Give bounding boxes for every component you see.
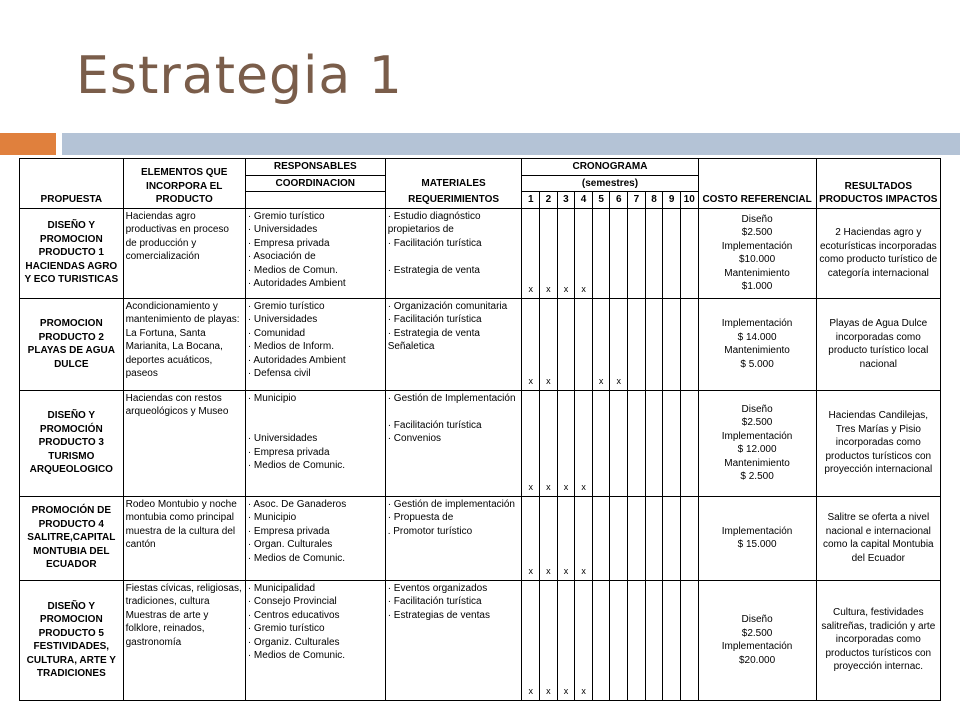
schedule-mark: x — [522, 580, 540, 700]
schedule-mark: x — [540, 580, 558, 700]
slide-title: Estrategia 1 — [76, 46, 403, 106]
material-item: · Convenios — [387, 433, 442, 444]
schedule-mark — [680, 390, 698, 496]
responsable-item: · Centros educativos — [247, 609, 340, 621]
responsable-item: · Universidades — [247, 314, 318, 325]
table-row — [20, 390, 941, 496]
cell-costo — [698, 496, 816, 580]
cell-materiales — [385, 298, 522, 390]
cost-line: $ 15.000 — [737, 539, 777, 550]
schedule-mark — [645, 496, 663, 580]
header-coordinacion: COORDINACION — [245, 175, 385, 192]
schedule-mark — [680, 298, 698, 390]
responsable-item: · Medios de Inform. — [247, 341, 334, 352]
table-row — [20, 496, 941, 580]
strategy-table — [19, 158, 941, 701]
schedule-mark — [610, 496, 628, 580]
cell-materiales — [385, 580, 522, 700]
schedule-mark — [610, 580, 628, 700]
accent-bar-gray — [62, 133, 960, 155]
table-row — [20, 208, 941, 298]
cell-resultados: Salitre se oferta a nivel nacional e internacional como la capital Montubia del Ecuador — [816, 496, 940, 580]
semester-5: 5 — [592, 192, 610, 209]
cost-line: Implementación — [721, 430, 793, 442]
schedule-mark: x — [540, 208, 558, 298]
material-item: · Estudio diagnóstico propietarios de — [387, 210, 481, 235]
schedule-mark — [575, 298, 593, 390]
material-item: · Gestión de Implementación — [387, 392, 516, 404]
schedule-mark — [628, 496, 646, 580]
responsable-item — [248, 405, 383, 419]
schedule-mark — [663, 208, 681, 298]
semester-1: 1 — [522, 192, 540, 209]
responsable-item: · Comunidad — [247, 327, 306, 339]
schedule-mark — [610, 208, 628, 298]
cost-line: Mantenimiento — [724, 345, 790, 356]
schedule-mark — [645, 298, 663, 390]
material-item: · Estrategia de venta — [387, 264, 480, 276]
cell-materiales — [385, 496, 522, 580]
cost-line: Implementación — [721, 240, 793, 252]
cell-propuesta: PROMOCIÓN DE PRODUCTO 4 SALITRE,CAPITAL MONTUBIA DEL ECUADOR — [20, 496, 124, 580]
schedule-mark — [628, 298, 646, 390]
cell-materiales — [385, 390, 522, 496]
cell-resultados: Playas de Agua Dulce incorporadas como producto turístico local nacional — [816, 298, 940, 390]
responsable-item: · Universidades — [247, 224, 318, 235]
material-item: · Facilitación turística — [387, 419, 482, 431]
cost-line: $ 5.000 — [740, 358, 774, 370]
cost-line: $2.500 — [741, 627, 773, 639]
schedule-mark: x — [522, 390, 540, 496]
schedule-mark — [628, 208, 646, 298]
responsable-item: · Gremio turístico — [247, 300, 325, 312]
schedule-mark — [592, 208, 610, 298]
responsable-item: · Consejo Provincial — [247, 596, 337, 607]
cell-propuesta: PROMOCION PRODUCTO 2 PLAYAS DE AGUA DULCE — [20, 298, 124, 390]
schedule-mark — [663, 298, 681, 390]
responsable-item: · Medios de Comun. — [247, 264, 338, 276]
responsable-item: · Universidades — [247, 433, 318, 444]
cost-line: Diseño — [741, 213, 773, 225]
schedule-mark — [663, 390, 681, 496]
semester-6: 6 — [610, 192, 628, 209]
schedule-mark — [645, 580, 663, 700]
cell-responsables — [245, 580, 385, 700]
cell-resultados: Cultura, festividades salitreñas, tradición y arte incorporadas como productos turísticos con proyección internac. — [816, 580, 940, 700]
schedule-mark: x — [575, 496, 593, 580]
cell-resultados: Haciendas Candilejas, Tres Marías y Pisio incorporadas como productos turísticos con proyección internacional — [816, 390, 940, 496]
schedule-mark: x — [522, 298, 540, 390]
material-item: . Promotor turístico — [387, 525, 473, 537]
cell-elementos: Haciendas con restos arqueológicos y Museo — [123, 390, 245, 496]
header-cronograma: CRONOGRAMA — [522, 159, 698, 176]
cost-line: Mantenimiento — [724, 267, 790, 279]
material-item: · Estrategias de ventas — [387, 609, 490, 621]
cost-line: $ 14.000 — [737, 331, 777, 343]
schedule-mark — [610, 390, 628, 496]
schedule-mark — [645, 208, 663, 298]
responsable-item: · Gremio turístico — [247, 623, 325, 634]
cell-resultados: 2 Haciendas agro y ecoturísticas incorporadas como producto turístico de categoría internacional — [816, 208, 940, 298]
schedule-mark: x — [575, 390, 593, 496]
schedule-mark: x — [592, 298, 610, 390]
responsable-item: · Empresa privada — [247, 525, 330, 537]
schedule-mark — [592, 580, 610, 700]
schedule-mark — [663, 580, 681, 700]
schedule-mark: x — [557, 208, 575, 298]
cost-line: Diseño — [741, 614, 773, 625]
material-item: · Gestión de implementación — [387, 498, 515, 510]
cell-costo — [698, 208, 816, 298]
cell-elementos: Acondicionamiento y mantenimiento de playas: La Fortuna, Santa Marianita, La Bocana, deportes acuáticos, paseos — [123, 298, 245, 390]
material-item — [388, 250, 520, 264]
responsable-item: · Asoc. De Ganaderos — [247, 498, 347, 510]
semester-10: 10 — [680, 192, 698, 209]
header-costo: COSTO REFERENCIAL — [698, 192, 816, 209]
schedule-mark: x — [557, 580, 575, 700]
schedule-mark: x — [557, 496, 575, 580]
schedule-mark: x — [610, 298, 628, 390]
cost-line: Diseño — [741, 403, 773, 415]
header-resultados: RESULTADOS PRODUCTOS IMPACTOS — [816, 159, 940, 209]
material-item: · Facilitación turística — [387, 596, 482, 607]
material-item: · Facilitación turística — [387, 237, 482, 249]
material-item: · Eventos organizados — [387, 582, 488, 594]
semester-3: 3 — [557, 192, 575, 209]
cell-elementos: Rodeo Montubio y noche montubia como principal muestra de la cultura del cantón — [123, 496, 245, 580]
schedule-mark — [680, 580, 698, 700]
cost-line: $2.500 — [741, 417, 773, 428]
cell-responsables — [245, 496, 385, 580]
semester-8: 8 — [645, 192, 663, 209]
responsable-item: · Municipio — [247, 512, 297, 523]
responsable-item: · Empresa privada — [247, 237, 330, 249]
schedule-mark — [592, 496, 610, 580]
schedule-mark: x — [540, 390, 558, 496]
schedule-mark: x — [575, 580, 593, 700]
material-item: · Organización comunitaria — [387, 300, 508, 312]
cost-line: Implementación — [721, 318, 793, 329]
responsable-item: · Autoridades Ambient — [247, 278, 346, 289]
cost-line: Implementación — [721, 641, 793, 652]
cost-line: $1.000 — [741, 281, 773, 292]
cost-line: $ 2.500 — [740, 471, 774, 482]
material-item: · Propuesta de — [387, 512, 454, 523]
table-row — [20, 580, 941, 700]
cost-line: Mantenimiento — [724, 457, 790, 469]
table-row — [20, 298, 941, 390]
cell-costo — [698, 390, 816, 496]
schedule-mark: x — [522, 208, 540, 298]
header-requerimientos: REQUERIMIENTOS — [385, 192, 522, 209]
cell-responsables — [245, 208, 385, 298]
header-responsables: RESPONSABLES — [245, 159, 385, 176]
cost-line: Implementación — [721, 525, 793, 537]
schedule-mark: x — [540, 298, 558, 390]
cell-elementos: Haciendas agro productivas en proceso de producción y comercialización — [123, 208, 245, 298]
schedule-mark: x — [540, 496, 558, 580]
cell-propuesta: DISEÑO Y PROMOCION PRODUCTO 1 HACIENDAS AGRO Y ECO TURISTICAS — [20, 208, 124, 298]
schedule-mark — [628, 390, 646, 496]
header-elementos: ELEMENTOS QUE INCORPORA EL PRODUCTO — [123, 159, 245, 209]
cost-line: $20.000 — [739, 654, 776, 666]
responsable-item: · Medios de Comunic. — [247, 650, 346, 661]
schedule-mark — [557, 298, 575, 390]
cell-propuesta: DISEÑO Y PROMOCIÓN PRODUCTO 3 TURISMO ARQUEOLOGICO — [20, 390, 124, 496]
responsable-item: · Autoridades Ambient — [247, 354, 346, 366]
cell-costo — [698, 298, 816, 390]
semester-4: 4 — [575, 192, 593, 209]
cost-line: $2.500 — [741, 227, 773, 238]
material-item: · Estrategia de venta Señaletica — [387, 327, 480, 352]
cell-propuesta: DISEÑO Y PROMOCION PRODUCTO 5 FESTIVIDADES, CULTURA, ARTE Y TRADICIONES — [20, 580, 124, 700]
responsable-item: · Medios de Comunic. — [247, 460, 346, 471]
cell-materiales — [385, 208, 522, 298]
responsable-item: · Medios de Comunic. — [247, 552, 346, 564]
accent-bar-orange — [0, 133, 56, 155]
responsable-item — [248, 419, 383, 433]
responsable-item: · Municipalidad — [247, 582, 316, 594]
responsable-item: · Defensa civil — [247, 368, 311, 379]
semester-2: 2 — [540, 192, 558, 209]
header-materiales: MATERIALES — [385, 175, 522, 192]
schedule-mark — [663, 496, 681, 580]
cost-line: $ 12.000 — [737, 444, 777, 455]
schedule-mark — [592, 390, 610, 496]
schedule-mark: x — [557, 390, 575, 496]
cell-elementos: Fiestas cívicas, religiosas, tradiciones, cultura Muestras de arte y folklore, reinados, gastronomía — [123, 580, 245, 700]
schedule-mark — [628, 580, 646, 700]
cell-responsables — [245, 298, 385, 390]
responsable-item: · Municipio — [247, 392, 297, 404]
responsable-item: · Empresa privada — [247, 446, 330, 458]
schedule-mark — [680, 208, 698, 298]
schedule-mark — [680, 496, 698, 580]
responsable-item: · Organ. Culturales — [247, 539, 333, 550]
schedule-mark — [645, 390, 663, 496]
responsable-item: · Organiz. Culturales — [247, 636, 340, 648]
header-semestres: (semestres) — [522, 175, 698, 192]
cell-responsables — [245, 390, 385, 496]
semester-7: 7 — [628, 192, 646, 209]
responsable-item: · Asociación de — [247, 251, 316, 262]
semester-9: 9 — [663, 192, 681, 209]
material-item: · Facilitación turística — [387, 314, 482, 325]
cell-costo — [698, 580, 816, 700]
header-propuesta: PROPUESTA — [20, 159, 124, 209]
material-item — [388, 405, 520, 419]
cost-line: $10.000 — [739, 254, 776, 265]
responsable-item: · Gremio turístico — [247, 210, 325, 222]
schedule-mark: x — [575, 208, 593, 298]
schedule-mark: x — [522, 496, 540, 580]
